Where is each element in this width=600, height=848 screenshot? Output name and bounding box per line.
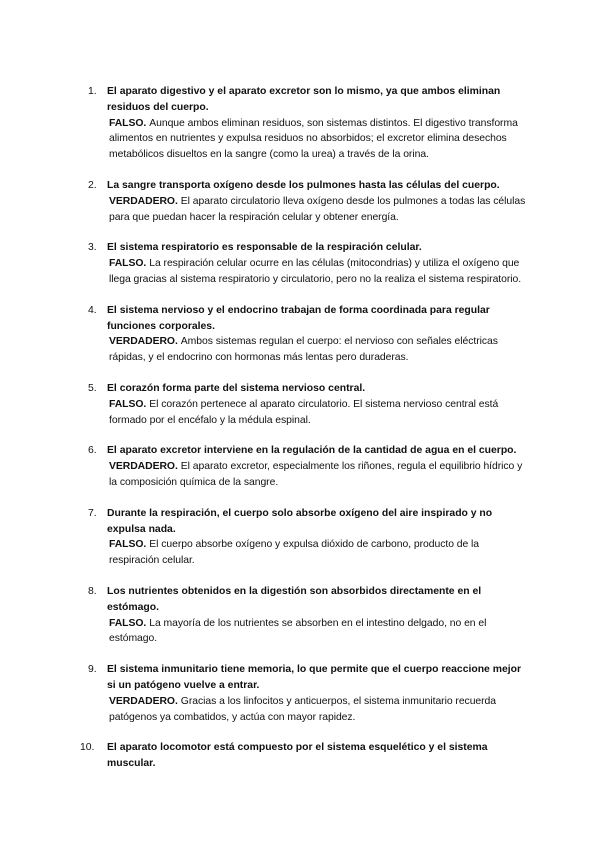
question-text: El sistema nervioso y el endocrino trabajan de forma coordinada para regular funciones corporales. (107, 304, 490, 332)
list-item (80, 178, 530, 225)
question-text: El sistema respiratorio es responsable de la respiración celular. (107, 242, 422, 254)
question-list (80, 84, 530, 787)
explanation-text: La mayoría de los nutrientes se absorben en el intestino delgado, no en el estómago. (109, 617, 487, 645)
verdict-label: FALSO. (109, 398, 147, 410)
verdict-label: FALSO. (109, 117, 147, 129)
answer-text (107, 256, 530, 288)
question-text: La sangre transporta oxígeno desde los pulmones hasta las células del cuerpo. (107, 179, 500, 191)
explanation-text: La respiración celular ocurre en las células (mitocondrias) y utiliza el oxígeno que llega gracias al sistema respiratorio y circulatorio, pero no la realiza el sistema respiratorio. (109, 258, 522, 285)
list-item (80, 584, 530, 647)
list-item (80, 662, 530, 725)
list-item (80, 84, 530, 163)
answer-text (107, 459, 530, 491)
question-text: Los nutrientes obtenidos en la digestión son absorbidos directamente en el estómago. (107, 585, 482, 613)
explanation-text: El cuerpo absorbe oxígeno y expulsa dióxido de carbono, producto de la respiración celular. (109, 539, 480, 567)
item-number: 4. (88, 304, 97, 316)
answer-text (107, 616, 530, 648)
verdict-label: VERDADERO. (109, 695, 178, 707)
verdict-label: FALSO. (109, 258, 147, 270)
item-number: 10. (80, 742, 95, 754)
explanation-text: El aparato excretor, especialmente los riñones, regula el equilibrio hídrico y la composición química de la sangre. (109, 461, 523, 488)
item-number: 8. (88, 585, 97, 597)
answer-text (107, 116, 530, 163)
item-number: 3. (88, 242, 97, 254)
list-item (80, 381, 530, 428)
question-text: El aparato locomotor está compuesto por el sistema esquelético y el sistema muscular. (107, 742, 488, 770)
list-item (80, 506, 530, 569)
verdict-label: VERDADERO. (109, 195, 178, 207)
question-text: El corazón forma parte del sistema nervioso central. (107, 382, 366, 394)
item-number: 5. (88, 382, 97, 394)
answer-text (107, 694, 530, 726)
answer-text (107, 397, 530, 429)
item-number: 1. (88, 86, 97, 97)
list-item (80, 443, 530, 490)
verdict-label: VERDADERO. (109, 336, 178, 348)
list-item (80, 240, 530, 287)
item-number: 2. (88, 179, 97, 191)
verdict-label: FALSO. (109, 539, 147, 551)
verdict-label: FALSO. (109, 617, 147, 629)
explanation-text: Ambos sistemas regulan el cuerpo: el nervioso con señales eléctricas rápidas, y el endocrino con hormonas más lentas pero duraderas. (109, 336, 498, 364)
question-text: El aparato digestivo y el aparato excretor son lo mismo, ya que ambos eliminan residuos del cuerpo. (107, 86, 501, 113)
item-number: 9. (88, 664, 97, 676)
question-text: El aparato excretor interviene en la regulación de la cantidad de agua en el cuerpo. (107, 445, 517, 457)
explanation-text: El aparato circulatorio lleva oxígeno desde los pulmones a todas las células para que puedan hacer la respiración celular y obtener energía. (109, 195, 526, 223)
item-number: 6. (88, 445, 97, 457)
answer-text (107, 537, 530, 569)
explanation-text: El corazón pertenece al aparato circulatorio. El sistema nervioso central está formado por el encéfalo y la médula espinal. (109, 398, 499, 426)
list-item (80, 303, 530, 366)
answer-text (107, 334, 530, 366)
explanation-text: Aunque ambos eliminan residuos, son sistemas distintos. El digestivo transforma alimentos en nutrientes y expulsa residuos no absorbidos; el excretor elimina desechos metabólicos disueltos en la sangre (como la urea) a través de la orina. (109, 117, 518, 161)
question-text: Durante la respiración, el cuerpo solo absorbe oxígeno del aire inspirado y no expulsa nada. (107, 507, 493, 535)
answer-text (107, 194, 530, 226)
question-text: El sistema inmunitario tiene memoria, lo que permite que el cuerpo reaccione mejor si un patógeno vuelve a entrar. (107, 664, 522, 691)
item-number: 7. (88, 507, 97, 519)
explanation-text: Gracias a los linfocitos y anticuerpos, el sistema inmunitario recuerda patógenos ya combatidos, y actúa con mayor rapidez. (109, 695, 497, 723)
verdict-label: VERDADERO. (109, 461, 178, 473)
list-item (80, 740, 530, 772)
